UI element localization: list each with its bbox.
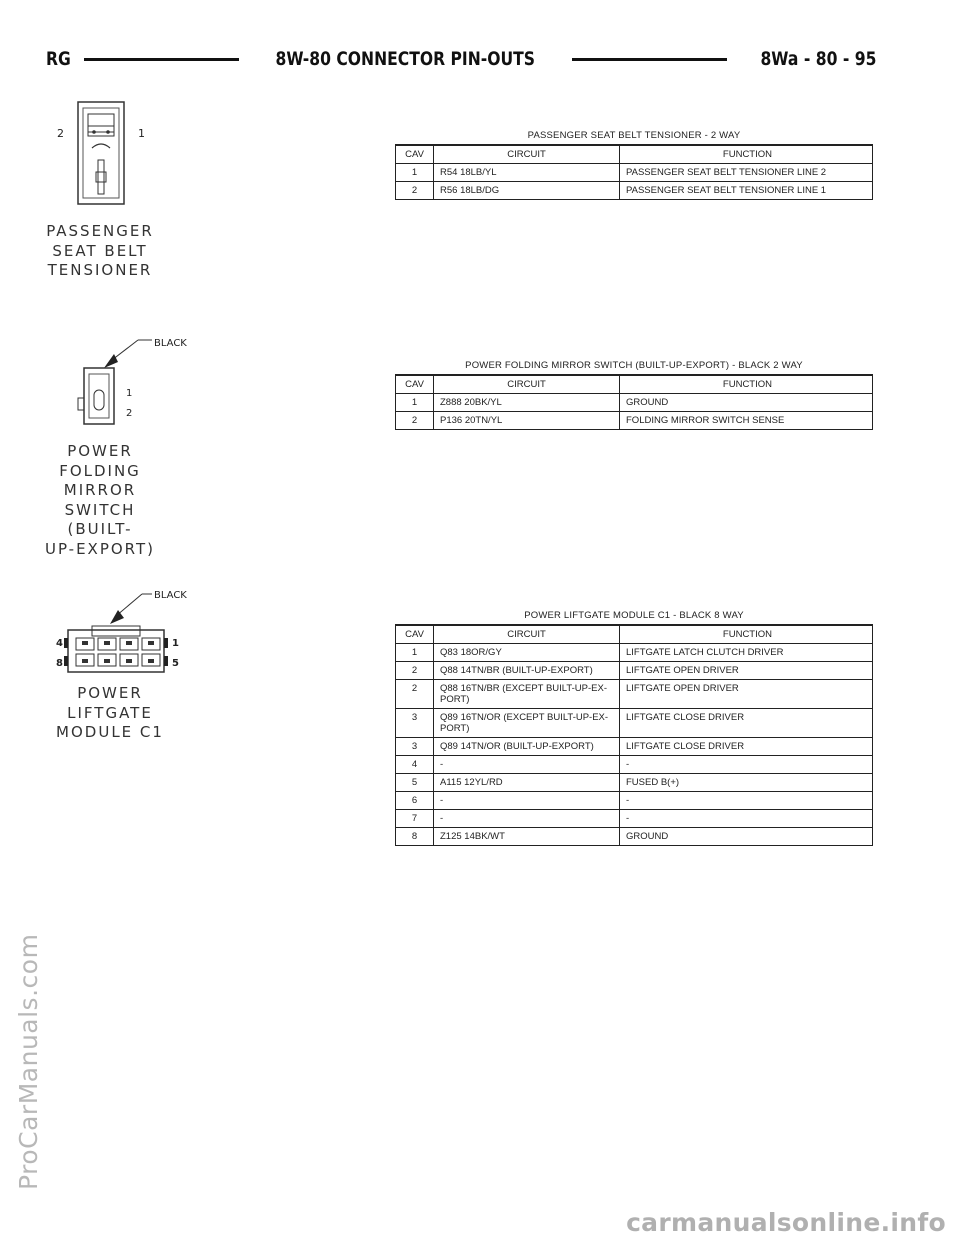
circuit-cell: Z125 14BK/WT	[434, 828, 620, 846]
function-cell: GROUND	[620, 828, 873, 846]
circuit-cell: Q89 14TN/OR (BUILT-UP-EXPORT)	[434, 738, 620, 756]
column-header: CIRCUIT	[434, 145, 620, 164]
cavity-cell: 2	[396, 182, 434, 200]
function-cell: LIFTGATE CLOSE DRIVER	[620, 738, 873, 756]
cavity-cell: 8	[396, 828, 434, 846]
column-header: CAV	[396, 145, 434, 164]
bottom-watermark: carmanualsonline.info	[626, 1208, 946, 1237]
table-row	[396, 662, 873, 680]
circuit-cell: Q88 16TN/BR (EXCEPT BUILT-UP-EX- PORT)	[434, 680, 620, 709]
liftgate-module-connector-diagram	[52, 582, 192, 682]
cavity-cell: 3	[396, 709, 434, 738]
column-header: FUNCTION	[620, 145, 873, 164]
function-cell: LIFTGATE OPEN DRIVER	[620, 662, 873, 680]
function-cell: FUSED B(+)	[620, 774, 873, 792]
function-cell: -	[620, 810, 873, 828]
table-header-row	[396, 145, 873, 164]
function-cell: PASSENGER SEAT BELT TENSIONER LINE 1	[620, 182, 873, 200]
function-cell: -	[620, 756, 873, 774]
circuit-cell: Z888 20BK/YL	[434, 394, 620, 412]
circuit-cell: -	[434, 792, 620, 810]
folding-mirror-switch-label: POWER FOLDING MIRROR SWITCH (BUILT- UP-EXPORT)	[44, 442, 156, 558]
table-row	[396, 810, 873, 828]
page-header	[46, 44, 876, 74]
table-row	[396, 828, 873, 846]
header-section-code: RG	[46, 48, 71, 70]
cavity-cell: 1	[396, 164, 434, 182]
table-row	[396, 792, 873, 810]
function-cell: LIFTGATE LATCH CLUTCH DRIVER	[620, 644, 873, 662]
side-watermark: ProCarManuals.com	[14, 933, 43, 1190]
liftgate-module-pin-table	[395, 624, 873, 846]
pin-label: 1	[126, 388, 133, 399]
function-cell: -	[620, 792, 873, 810]
cavity-cell: 7	[396, 810, 434, 828]
cavity-cell: 3	[396, 738, 434, 756]
table-row	[396, 774, 873, 792]
table-row	[396, 644, 873, 662]
circuit-cell: P136 20TN/YL	[434, 412, 620, 430]
column-header: CIRCUIT	[434, 375, 620, 394]
cavity-cell: 2	[396, 412, 434, 430]
pin-label: 1	[172, 638, 179, 649]
cavity-cell: 1	[396, 394, 434, 412]
seat-belt-tensioner-connector-diagram	[52, 100, 162, 210]
pin-label: 1	[138, 127, 145, 140]
folding-mirror-switch-table-caption: POWER FOLDING MIRROR SWITCH (BUILT-UP-EXPORT) - BLACK 2 WAY	[465, 360, 803, 371]
table-header-row	[396, 375, 873, 394]
cavity-cell: 5	[396, 774, 434, 792]
cavity-cell: 4	[396, 756, 434, 774]
cavity-cell: 2	[396, 662, 434, 680]
pin-label: 5	[172, 658, 179, 669]
folding-mirror-switch-pin-table	[395, 374, 873, 430]
header-page-number: 8Wa - 80 - 95	[760, 48, 876, 70]
circuit-cell: -	[434, 810, 620, 828]
liftgate-module-table-caption: POWER LIFTGATE MODULE C1 - BLACK 8 WAY	[524, 610, 744, 621]
header-rule-right	[572, 58, 727, 61]
table-row	[396, 394, 873, 412]
pin-label: 2	[57, 127, 64, 140]
pin-label: 8	[56, 658, 63, 669]
liftgate-module-label: POWER LIFTGATE MODULE C1	[56, 684, 164, 741]
seat-belt-tensioner-table-caption: PASSENGER SEAT BELT TENSIONER - 2 WAY	[527, 130, 741, 141]
folding-mirror-switch-connector-diagram	[70, 332, 190, 432]
table-row	[396, 738, 873, 756]
table-row	[396, 680, 873, 709]
column-header: CAV	[396, 375, 434, 394]
pin-label: 4	[56, 638, 63, 649]
connector-color-label: BLACK	[154, 338, 187, 349]
circuit-cell: A115 12YL/RD	[434, 774, 620, 792]
seat-belt-tensioner-label: PASSENGER SEAT BELT TENSIONER	[46, 222, 154, 279]
function-cell: PASSENGER SEAT BELT TENSIONER LINE 2	[620, 164, 873, 182]
table-row	[396, 756, 873, 774]
header-title: 8W-80 CONNECTOR PIN-OUTS	[275, 48, 536, 70]
cavity-cell: 1	[396, 644, 434, 662]
table-row	[396, 412, 873, 430]
table-row	[396, 164, 873, 182]
column-header: FUNCTION	[620, 625, 873, 644]
circuit-cell: Q83 18OR/GY	[434, 644, 620, 662]
table-row	[396, 182, 873, 200]
circuit-cell: -	[434, 756, 620, 774]
table-row	[396, 709, 873, 738]
function-cell: LIFTGATE CLOSE DRIVER	[620, 709, 873, 738]
header-rule-left	[84, 58, 239, 61]
column-header: CAV	[396, 625, 434, 644]
circuit-cell: R56 18LB/DG	[434, 182, 620, 200]
function-cell: LIFTGATE OPEN DRIVER	[620, 680, 873, 709]
cavity-cell: 2	[396, 680, 434, 709]
seat-belt-tensioner-pin-table	[395, 144, 873, 200]
connector-color-label: BLACK	[154, 590, 187, 601]
table-header-row	[396, 625, 873, 644]
circuit-cell: Q88 14TN/BR (BUILT-UP-EXPORT)	[434, 662, 620, 680]
column-header: CIRCUIT	[434, 625, 620, 644]
pin-label: 2	[126, 408, 133, 419]
cavity-cell: 6	[396, 792, 434, 810]
function-cell: GROUND	[620, 394, 873, 412]
column-header: FUNCTION	[620, 375, 873, 394]
circuit-cell: Q89 16TN/OR (EXCEPT BUILT-UP-EX- PORT)	[434, 709, 620, 738]
circuit-cell: R54 18LB/YL	[434, 164, 620, 182]
function-cell: FOLDING MIRROR SWITCH SENSE	[620, 412, 873, 430]
